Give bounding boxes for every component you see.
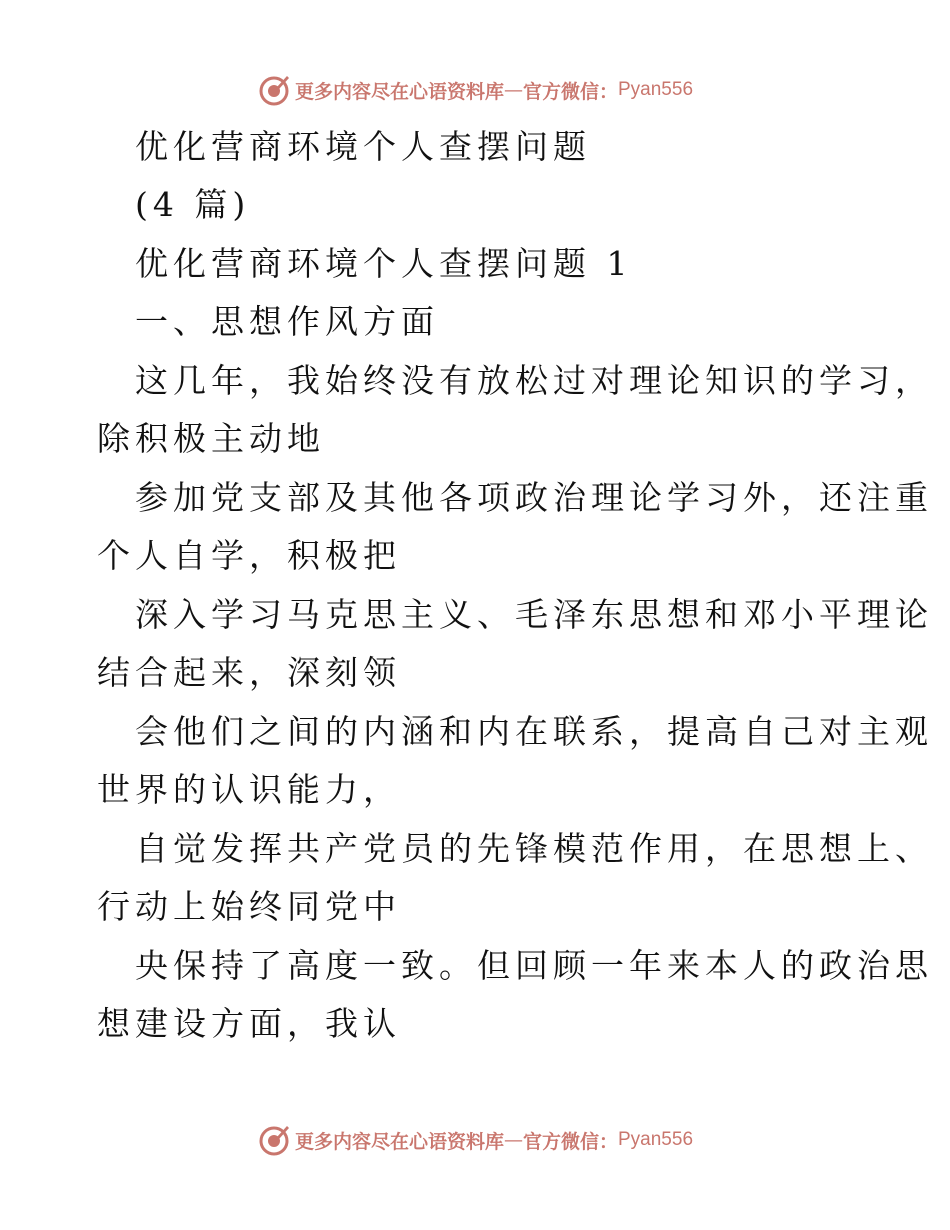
section-heading: 一、思想作风方面 (135, 302, 439, 341)
document-title: 优化营商环境个人查摆问题 (135, 127, 591, 166)
watermark-dash: — (503, 79, 523, 101)
watermark-text: 更多内容尽在心语资料库 (294, 1130, 504, 1153)
document-subtitle: (4 篇) (135, 185, 251, 224)
watermark-wechat-id: Pyan556 (618, 1129, 694, 1150)
paragraph-line: 会他们之间的内涵和内在联系，提高自己对主观 (135, 712, 933, 751)
paragraph-line: 自觉发挥共产党员的先锋模范作用，在思想上、 (135, 829, 933, 868)
header-watermark (0, 70, 950, 110)
paragraph-line: 世界的认识能力， (97, 770, 401, 809)
watermark-text: 更多内容尽在心语资料库 (294, 80, 504, 103)
watermark-wechat-id: Pyan556 (618, 79, 694, 100)
footer-watermark (0, 1120, 950, 1160)
watermark-wechat-label: 官方微信： (522, 80, 618, 103)
paragraph-line: 行动上始终同党中 (97, 887, 401, 926)
pen-circle-logo-icon (257, 1123, 291, 1157)
paragraph-line: 个人自学，积极把 (97, 536, 401, 575)
section-title: 优化营商环境个人查摆问题 1 (135, 244, 633, 283)
watermark-dash: — (503, 1129, 523, 1151)
paragraph-line: 想建设方面，我认 (97, 1004, 401, 1043)
paragraph-line: 除积极主动地 (97, 419, 325, 458)
paragraph-line: 深入学习马克思主义、毛泽东思想和邓小平理论 (135, 595, 933, 634)
paragraph-line: 这几年，我始终没有放松过对理论知识的学习， (135, 361, 933, 400)
paragraph-line: 参加党支部及其他各项政治理论学习外，还注重 (135, 478, 933, 517)
paragraph-line: 结合起来，深刻领 (97, 653, 401, 692)
watermark-wechat-label: 官方微信： (522, 1130, 618, 1153)
pen-circle-logo-icon (257, 73, 291, 107)
paragraph-line: 央保持了高度一致。但回顾一年来本人的政治思 (135, 946, 933, 985)
